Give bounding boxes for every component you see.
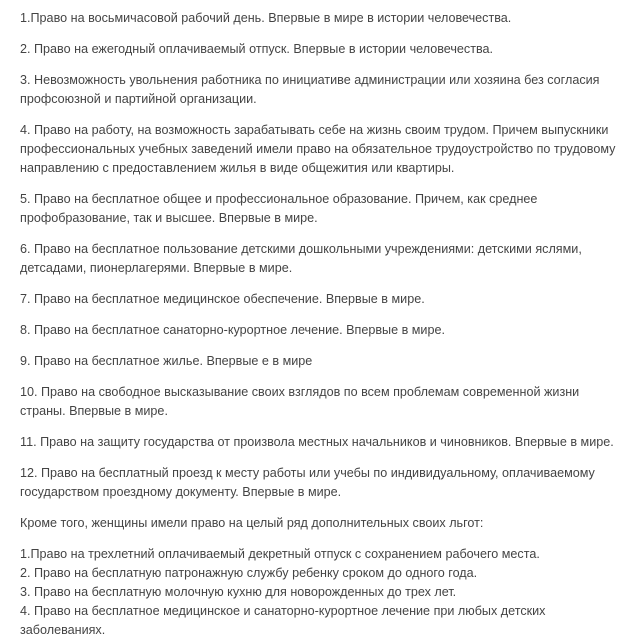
right-item-11: 11. Право на защиту государства от произвола местных начальников и чиновников. Впервые в мире.: [20, 435, 614, 449]
right-item-4: 4. Право на работу, на возможность зарабатывать себе на жизнь своим трудом. Причем выпускники профессиональных учебных заведений имели право на обязательное трудоустройство по трудовому направлению с предоставлением жилья в виде общежития или квартиры.: [20, 123, 616, 175]
right-item-6: 6. Право на бесплатное пользование детскими дошкольными учреждениями: детскими яслями, детсадами, пионерлагерями. Впервые в мире.: [20, 242, 582, 275]
right-item-5: 5. Право на бесплатное общее и профессиональное образование. Причем, как среднее профобразование, так и высшее. Впервые в мире.: [20, 192, 538, 225]
right-item-10: 10. Право на свободное высказывание своих взглядов по всем проблемам современной жизни страны. Впервые в мире.: [20, 385, 580, 418]
right-item-12: 12. Право на бесплатный проезд к месту работы или учебы по индивидуальному, оплачиваемому государством проездному документу. Впервые в мире.: [20, 466, 595, 499]
right-item-1: 1.Право на восьмичасовой рабочий день. Впервые в мире в истории человечества.: [20, 11, 512, 25]
women-intro: Кроме того, женщины имели право на целый ряд дополнительных своих льгот:: [20, 516, 484, 530]
women-right-item-2: 2. Право на бесплатную патронажную службу ребенку сроком до одного года.: [20, 566, 478, 580]
women-rights-list: [20, 545, 620, 640]
right-item-3: 3. Невозможность увольнения работника по инициативе администрации или хозяина без согласия профсоюзной и партийной организации.: [20, 73, 600, 106]
women-right-item-4: 4. Право на бесплатное медицинское и санаторно-курортное лечение при любых детских заболеваниях.: [20, 604, 546, 637]
right-item-8: 8. Право на бесплатное санаторно-курортное лечение. Впервые в мире.: [20, 323, 445, 337]
right-item-7: 7. Право на бесплатное медицинское обеспечение. Впервые в мире.: [20, 292, 425, 306]
right-item-2: 2. Право на ежегодный оплачиваемый отпуск. Впервые в истории человечества.: [20, 42, 494, 56]
document-body: [20, 9, 620, 640]
women-right-item-3: 3. Право на бесплатную молочную кухню для новорожденных до трех лет.: [20, 585, 457, 599]
women-right-item-1: 1.Право на трехлетний оплачиваемый декретный отпуск с сохранением рабочего места.: [20, 547, 540, 561]
right-item-9: 9. Право на бесплатное жилье. Впервые е в мире: [20, 354, 313, 368]
